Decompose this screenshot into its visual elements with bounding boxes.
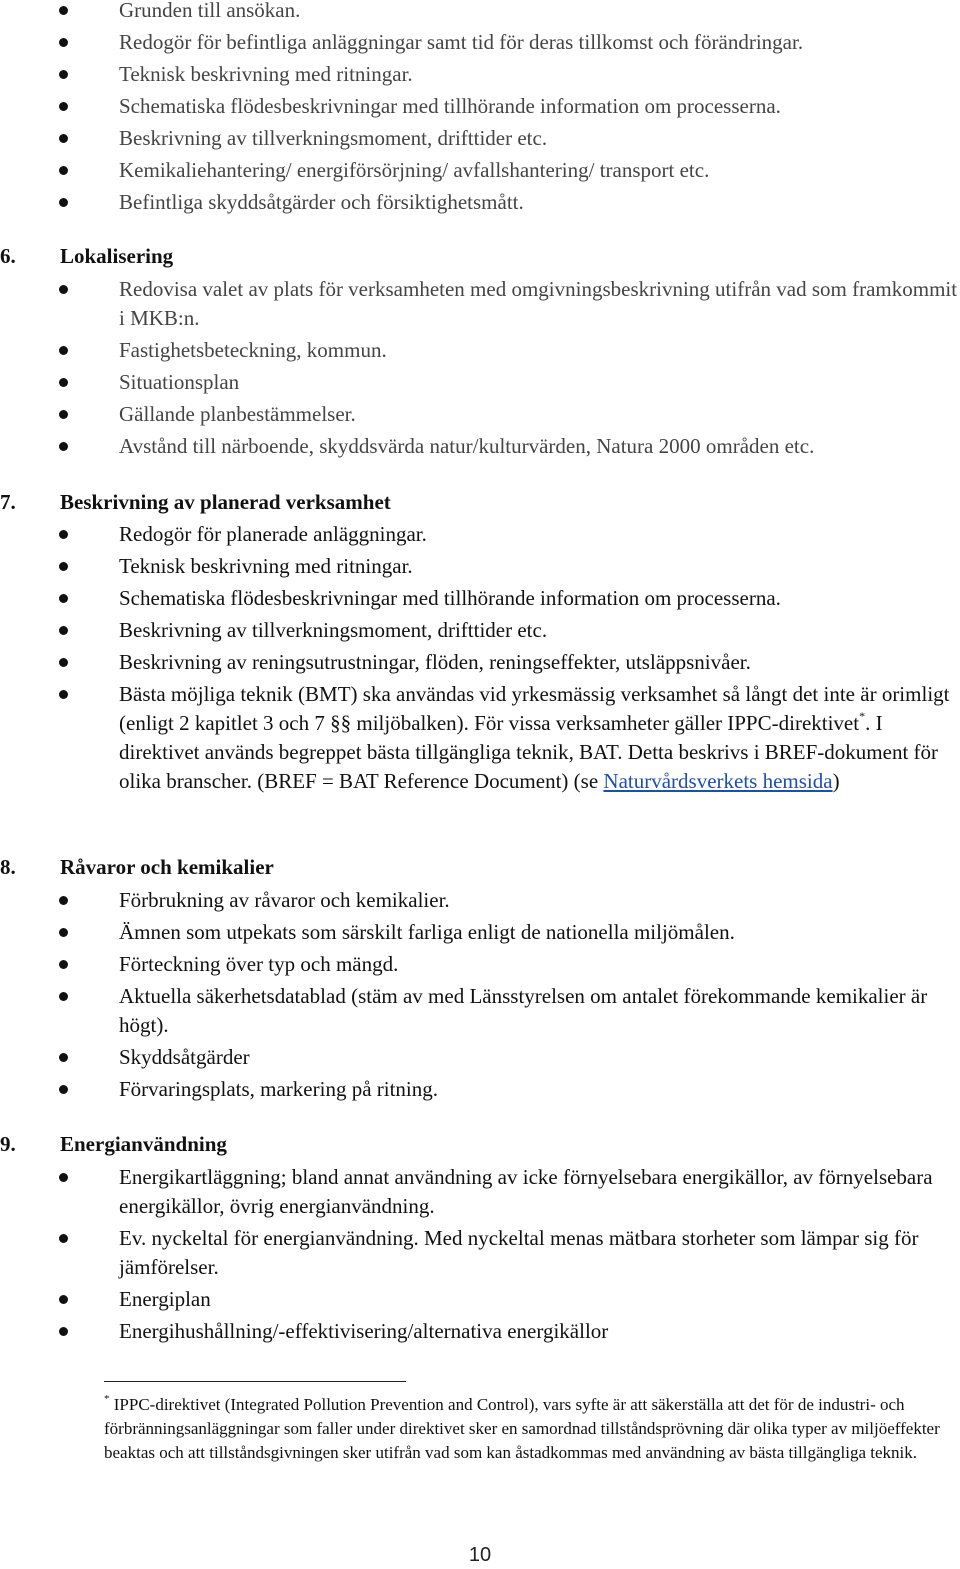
footnote-divider [104,1381,406,1382]
bullet-list-section-8 [0,886,960,1107]
list-item: Teknisk beskrivning med ritningar. [0,552,960,581]
list-item: Grunden till ansökan. [0,0,960,25]
list-item: Ev. nyckeltal för energianvändning. Med nyckeltal menas mätbara storheter som lämpar sig för jämförelser. [0,1224,960,1282]
bullet-list-section-9 [0,1163,960,1349]
list-item: Ämnen som utpekats som särskilt farliga enligt de nationella miljömålen. [0,918,960,947]
page-number: 10 [468,1544,492,1566]
list-item: Beskrivning av tillverkningsmoment, drifttider etc. [0,616,960,645]
list-item: Redogör för befintliga anläggningar samt tid för deras tillkomst och förändringar. [0,28,960,57]
list-item: Förbrukning av råvaror och kemikalier. [0,886,960,915]
list-item: Redovisa valet av plats för verksamheten med omgivningsbeskrivning utifrån vad som framkommit i MKB:n. [0,275,960,333]
list-item: Beskrivning av reningsutrustningar, flöden, reningseffekter, utsläppsnivåer. [0,648,960,677]
bmt-text-end: ) [832,769,840,793]
bullet-list-top [0,0,960,220]
list-item: Kemikaliehantering/ energiförsörjning/ avfallshantering/ transport etc. [0,156,960,185]
section-title: Beskrivning av planerad verksamhet [60,490,391,514]
list-item: Energihushållning/-effektivisering/alternativa energikällor [0,1317,960,1346]
list-item: Förteckning över typ och mängd. [0,950,960,979]
footnote-reference[interactable]: * [859,709,866,723]
bmt-text-continued: . I direktivet används begreppet bästa tillgängliga teknik, BAT. Detta beskrivs i BREF-dokument för olika branscher. (BREF = BAT Reference Document) (se [119,711,939,793]
list-item: Skyddsåtgärder [0,1043,960,1072]
section-title: Lokalisering [60,244,174,268]
naturvardsverket-link[interactable]: Naturvårdsverkets hemsida [603,769,833,793]
section-number: 7. [0,490,16,514]
bullet-list-section-7 [0,520,960,796]
footnote-text: IPPC-direktivet (Integrated Pollution Prevention and Control), vars syfte är att säkerställa att det för de industri- och förbränningsanläggningar som faller under direktivet sker en samordnad tillståndsprövning där olika typer av miljöeffekter beaktas och att tillståndsgivningen sker utifrån vad som kan åstadkommas med användning av bästa tillgängliga teknik. [104,1395,940,1462]
list-item: Aktuella säkerhetsdatablad (stäm av med Länsstyrelsen om antalet förekommande kemikalier är högt). [0,982,960,1040]
list-item: Schematiska flödesbeskrivningar med tillhörande information om processerna. [0,584,960,613]
list-item: Förvaringsplats, markering på ritning. [0,1075,960,1104]
list-item: Schematiska flödesbeskrivningar med tillhörande information om processerna. [0,92,960,121]
list-item: Energikartläggning; bland annat användning av icke förnyelsebara energikällor, av förnyelsebara energikällor, övrig energianvändning. [0,1163,960,1221]
section-title: Energianvändning [60,1132,227,1156]
bmt-text: Bästa möjliga teknik (BMT) ska användas vid yrkesmässig verksamhet så långt det inte är orimligt (enligt 2 kapitlet 3 och 7 §§ miljöbalken). För vissa verksamheter gäller IPPC-direktivet [119,682,950,735]
list-item: Gällande planbestämmelser. [0,400,960,429]
bullet-list-section-6 [0,275,960,464]
section-number: 9. [0,1132,16,1156]
footnote-mark: * [104,1393,110,1406]
list-item: Redogör för planerade anläggningar. [0,520,960,549]
list-item: Avstånd till närboende, skyddsvärda natur/kulturvärden, Natura 2000 områden etc. [0,432,960,461]
list-item: Teknisk beskrivning med ritningar. [0,60,960,89]
footnote [104,1393,960,1465]
list-item: Beskrivning av tillverkningsmoment, drifttider etc. [0,124,960,153]
section-title: Råvaror och kemikalier [60,855,274,879]
list-item: Situationsplan [0,368,960,397]
list-item: Fastighetsbeteckning, kommun. [0,336,960,365]
section-number: 8. [0,855,16,879]
list-item: Energiplan [0,1285,960,1314]
section-number: 6. [0,244,16,268]
list-item: Befintliga skyddsåtgärder och försiktighetsmått. [0,188,960,217]
list-item-bmt [0,680,960,796]
